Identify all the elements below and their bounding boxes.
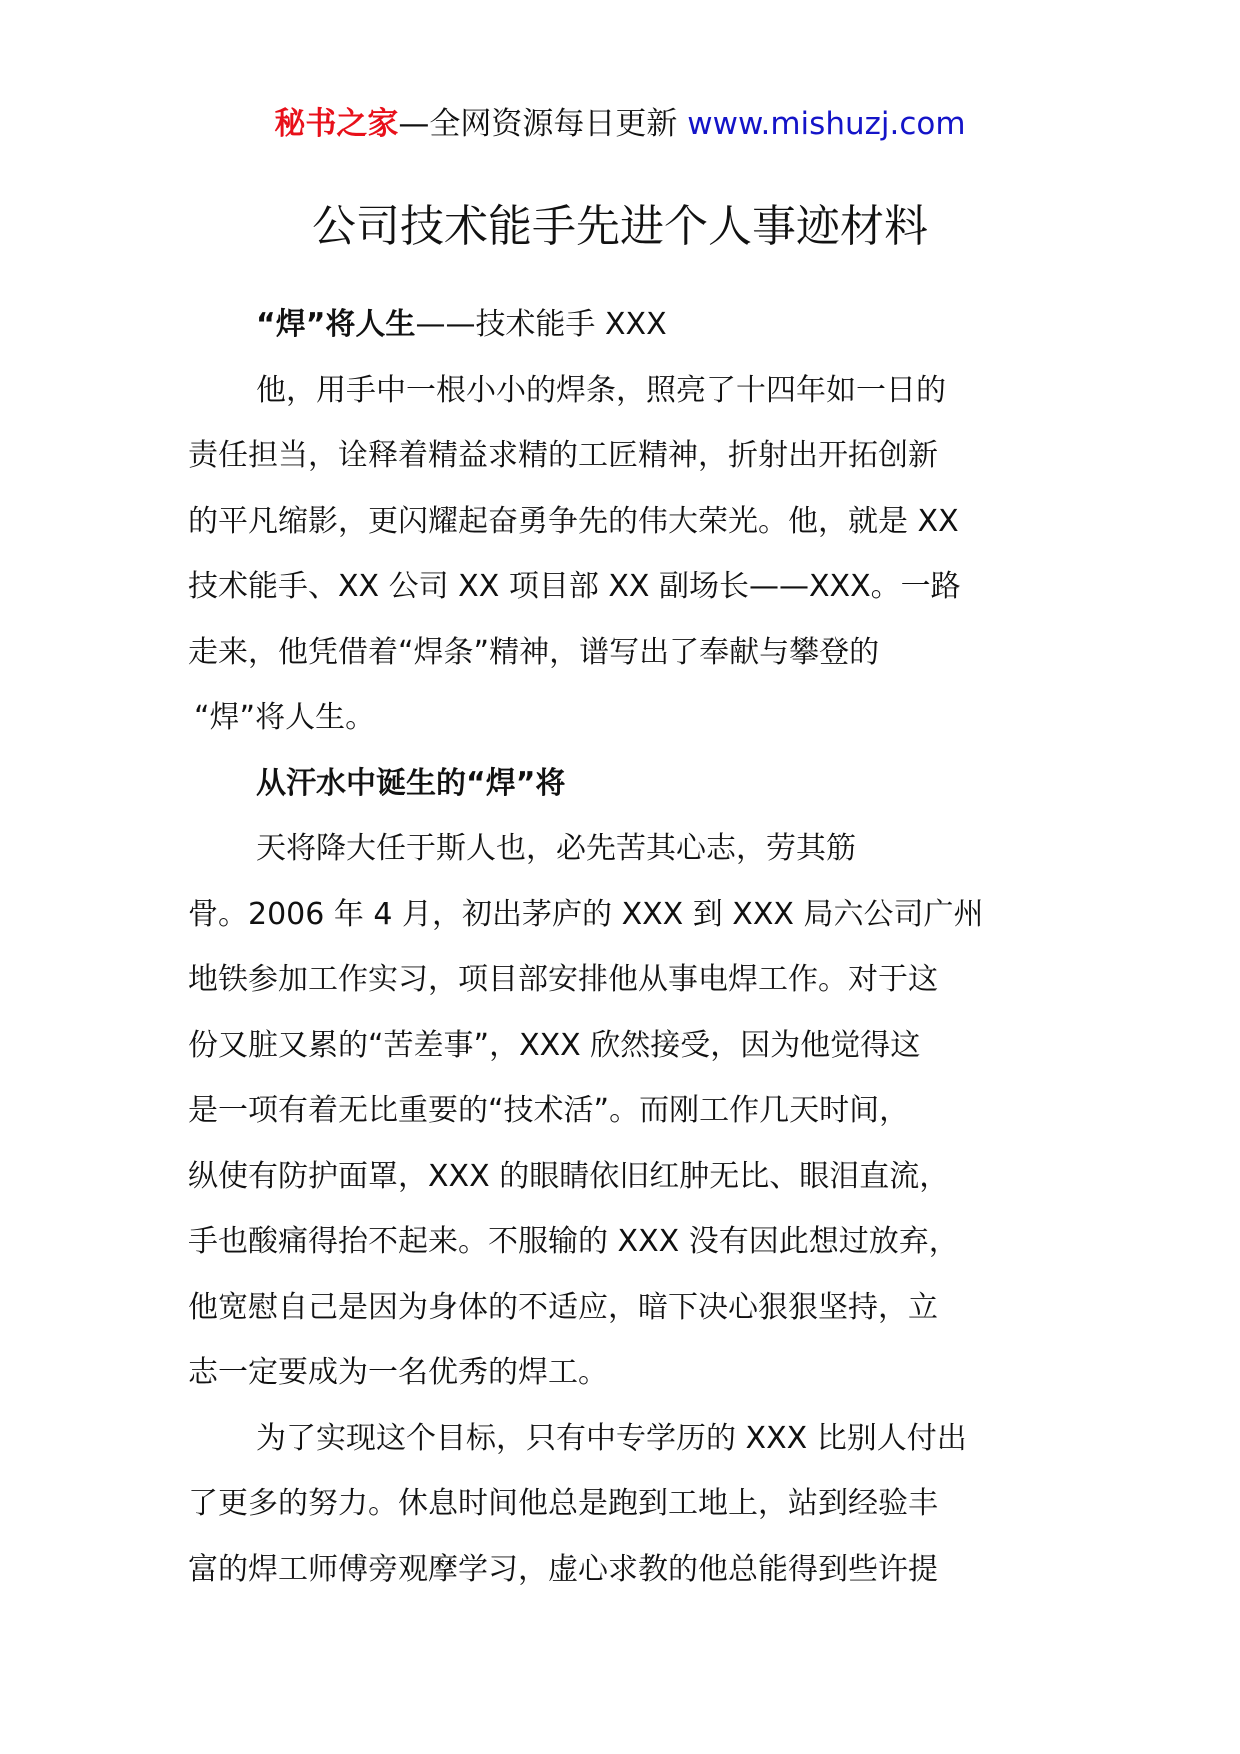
paragraph-line: 纵使有防护面罩，XXX 的眼睛依旧红肿无比、眼泪直流， xyxy=(188,1158,950,1194)
subtitle-bold: “焊”将人生 xyxy=(256,307,416,342)
paragraph-line: 了更多的努力。休息时间他总是跑到工地上，站到经验丰 xyxy=(188,1486,938,1521)
paragraph-line: 手也酸痛得抬不起来。不服输的 XXX 没有因此想过放弃， xyxy=(188,1224,959,1259)
paragraph-line: 份又脏又累的“苦差事”，XXX 欣然接受，因为他觉得这 xyxy=(188,1027,921,1063)
paragraph-line: 技术能手、XX 公司 XX 项目部 XX 副场长——XXX。一路 xyxy=(188,569,961,604)
site-header xyxy=(0,100,1240,148)
paragraph-line: 富的焊工师傅旁观摩学习，虚心求教的他总能得到些许提 xyxy=(188,1551,938,1587)
paragraph-line: 天将降大任于斯人也，必先苦其心志，劳其筋 xyxy=(256,831,856,866)
paragraph-line: 是一项有着无比重要的“技术活”。而刚工作几天时间， xyxy=(188,1093,910,1128)
paragraph-line: 志一定要成为一名优秀的焊工。 xyxy=(188,1355,608,1390)
paragraph-line: “焊”将人生。 xyxy=(194,700,376,735)
paragraph-line: 他宽慰自己是因为身体的不适应，暗下决心狠狠坚持，立 xyxy=(188,1289,938,1325)
document-body xyxy=(188,292,1058,1602)
document-title: 公司技术能手先进个人事迹材料 xyxy=(312,201,928,252)
paragraph-line: 为了实现这个目标，只有中专学历的 XXX 比别人付出 xyxy=(256,1420,967,1456)
site-brand: 秘书之家 xyxy=(274,106,399,142)
site-slogan: —全网资源每日更新 xyxy=(398,106,688,142)
paragraph-line: 骨。2006 年 4 月，初出茅庐的 XXX 到 XXX 局六公司广州 xyxy=(188,896,984,932)
paragraph-3 xyxy=(188,1406,1058,1603)
paragraph-line: 的平凡缩影，更闪耀起奋勇争先的伟大荣光。他，就是 XX xyxy=(188,503,959,539)
section-heading: 从汗水中诞生的“焊”将 xyxy=(256,765,566,801)
subtitle xyxy=(188,292,1058,358)
subtitle-rest: ——技术能手 XXX xyxy=(415,307,667,342)
paragraph-2 xyxy=(188,816,1058,1406)
paragraph-line: 走来，他凭借着“焊条”精神，谱写出了奉献与攀登的 xyxy=(188,634,880,670)
paragraph-line: 责任担当，诠释着精益求精的工匠精神，折射出开拓创新 xyxy=(188,438,938,473)
site-url-link[interactable]: www.mishuzj.com xyxy=(687,106,966,142)
paragraph-1 xyxy=(188,358,1058,751)
paragraph-line: 他，用手中一根小小的焊条，照亮了十四年如一日的 xyxy=(256,372,946,408)
paragraph-line: 地铁参加工作实习，项目部安排他从事电焊工作。对于这 xyxy=(188,962,938,997)
